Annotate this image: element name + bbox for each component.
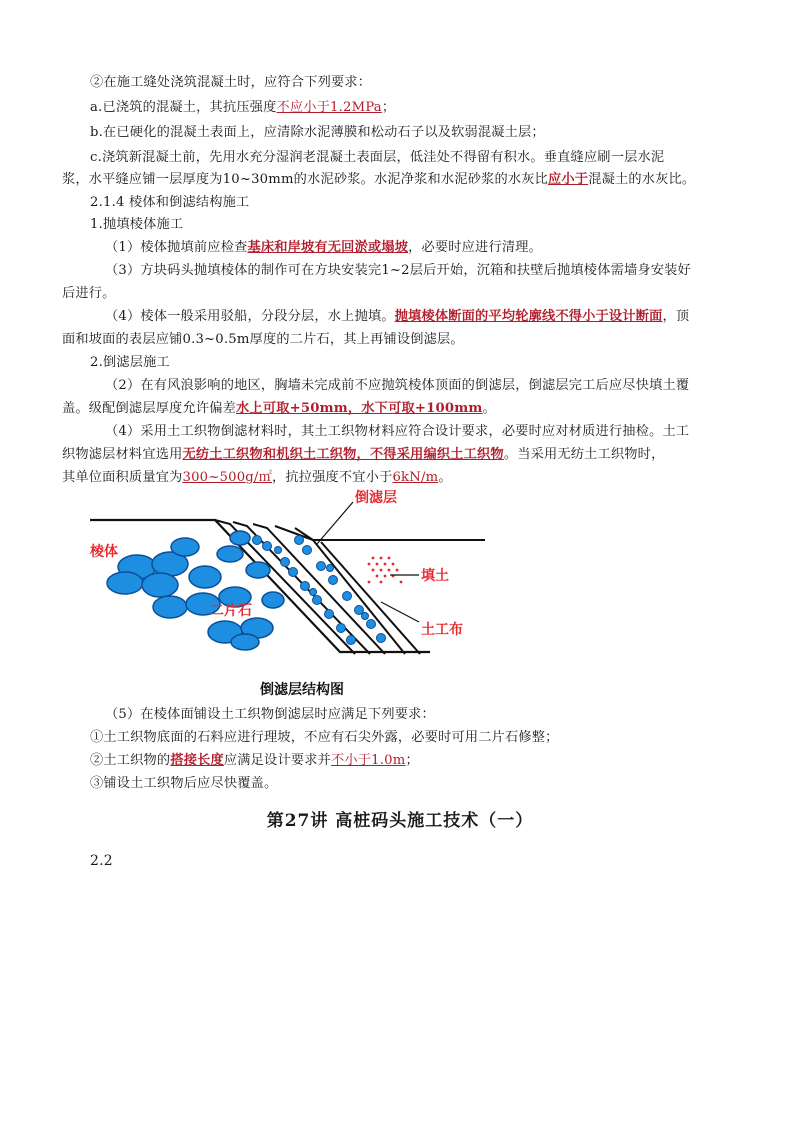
text-line: （3）方块码头抛填棱体的制作可在方块安装完1~2层后开始，沉箱和扶壁后抛填棱体需墙身安装好 bbox=[105, 263, 691, 278]
highlight-text: 6kN/m bbox=[392, 470, 439, 485]
slope-line bbox=[275, 526, 313, 540]
slope-line bbox=[253, 524, 385, 654]
label-filter-layer: 倒滤层 bbox=[355, 490, 397, 506]
label-prism: 棱体 bbox=[90, 544, 118, 560]
text-line: 盖。级配倒滤层厚度允许偏差水上可取+50mm，水下可取+100mm。 bbox=[62, 401, 496, 416]
filter-layer-diagram bbox=[85, 482, 485, 700]
rubble-stones bbox=[107, 531, 284, 650]
highlight-text: 不小于1.0m bbox=[331, 753, 406, 768]
text-line: 织物滤层材料宜选用无纺土工织物和机织土工织物，不得采用编织土工织物。当采用无纺土工织物时， bbox=[62, 447, 665, 462]
highlight-text: 无纺土工织物和机织土工织物，不得采用编织土工织物 bbox=[182, 447, 504, 462]
highlight-text: 搭接长度 bbox=[170, 753, 224, 768]
lecture-heading: 第27讲 高桩码头施工技术（一） bbox=[266, 811, 534, 831]
text-line: a.已浇筑的混凝土，其抗压强度不应小于1.2MPa； bbox=[90, 100, 396, 115]
label-rubble: 二片石 bbox=[210, 603, 252, 619]
text-line: （5）在棱体面铺设土工织物倒滤层时应满足下列要求： bbox=[105, 707, 435, 722]
text-line: 浆，水平缝应铺一层厚度为10~30mm的水泥砂浆。水泥净浆和水泥砂浆的水灰比应小于混凝土的水灰比。 bbox=[62, 172, 696, 187]
text-line: ②土工织物的搭接长度应满足设计要求并不小于1.0m； bbox=[90, 753, 419, 768]
text-line: b.在已硬化的混凝土表面上，应清除水泥薄膜和松动石子以及软弱混凝土层； bbox=[90, 125, 545, 140]
leader-line bbox=[317, 502, 353, 544]
subsection-heading: 2.1.4 棱体和倒滤结构施工 bbox=[90, 195, 250, 210]
highlight-text: 300~500g/㎡ bbox=[182, 470, 272, 485]
subsection-heading: 1.抛填棱体施工 bbox=[90, 217, 184, 232]
section-number: 2.2 bbox=[90, 853, 113, 869]
backfill-dots bbox=[368, 557, 403, 584]
text-line: ③铺设土工织物后应尽快覆盖。 bbox=[90, 776, 278, 791]
subsection-heading: 2.倒滤层施工 bbox=[90, 355, 170, 370]
highlight-text: 应小于 bbox=[548, 172, 589, 187]
leader-line bbox=[381, 602, 419, 622]
figure-caption: 倒滤层结构图 bbox=[260, 682, 344, 698]
text-line: c.浇筑新混凝土前，先用水充分湿润老混凝土表面层，低洼处不得留有积水。垂直缝应刷一层水泥 bbox=[90, 150, 665, 165]
highlight-text: 基床和岸坡有无回淤或塌坡 bbox=[247, 240, 409, 255]
text-line: （2）在有风浪影响的地区，胸墙未完成前不应抛筑棱体顶面的倒滤层，倒滤层完工后应尽快填土覆 bbox=[105, 378, 690, 393]
text-line: ①土工织物底面的石料应进行理坡，不应有石尖外露，必要时可用二片石修整； bbox=[90, 730, 559, 745]
text-line: 其单位面积质量宜为300~500g/㎡，抗拉强度不宜小于6kN/m。 bbox=[62, 470, 452, 485]
highlight-text: 不应小于1.2MPa bbox=[276, 100, 382, 115]
text-line: （4）采用土工织物倒滤材料时，其土工织物材料应符合设计要求，必要时应对材质进行抽检。土工 bbox=[105, 424, 690, 439]
highlight-text: 抛填棱体断面的平均轮廓线不得小于设计断面 bbox=[394, 309, 663, 324]
text-line: ②在施工缝处浇筑混凝土时，应符合下列要求： bbox=[90, 75, 372, 90]
text-line: 后进行。 bbox=[62, 286, 116, 301]
text-line: （4）棱体一般采用驳船，分段分层，水上抛填。抛填棱体断面的平均轮廓线不得小于设计断面，顶 bbox=[105, 309, 690, 324]
text-line: 面和坡面的表层应铺0.3~0.5m厚度的二片石，其上再铺设倒滤层。 bbox=[62, 332, 464, 347]
highlight-text: 水上可取+50mm，水下可取+100mm bbox=[236, 401, 483, 416]
label-backfill: 填土 bbox=[421, 568, 449, 584]
label-geotextile: 土工布 bbox=[421, 622, 463, 638]
text-line: （1）棱体抛填前应检查基床和岸坡有无回淤或塌坡，必要时应进行清理。 bbox=[105, 240, 542, 255]
